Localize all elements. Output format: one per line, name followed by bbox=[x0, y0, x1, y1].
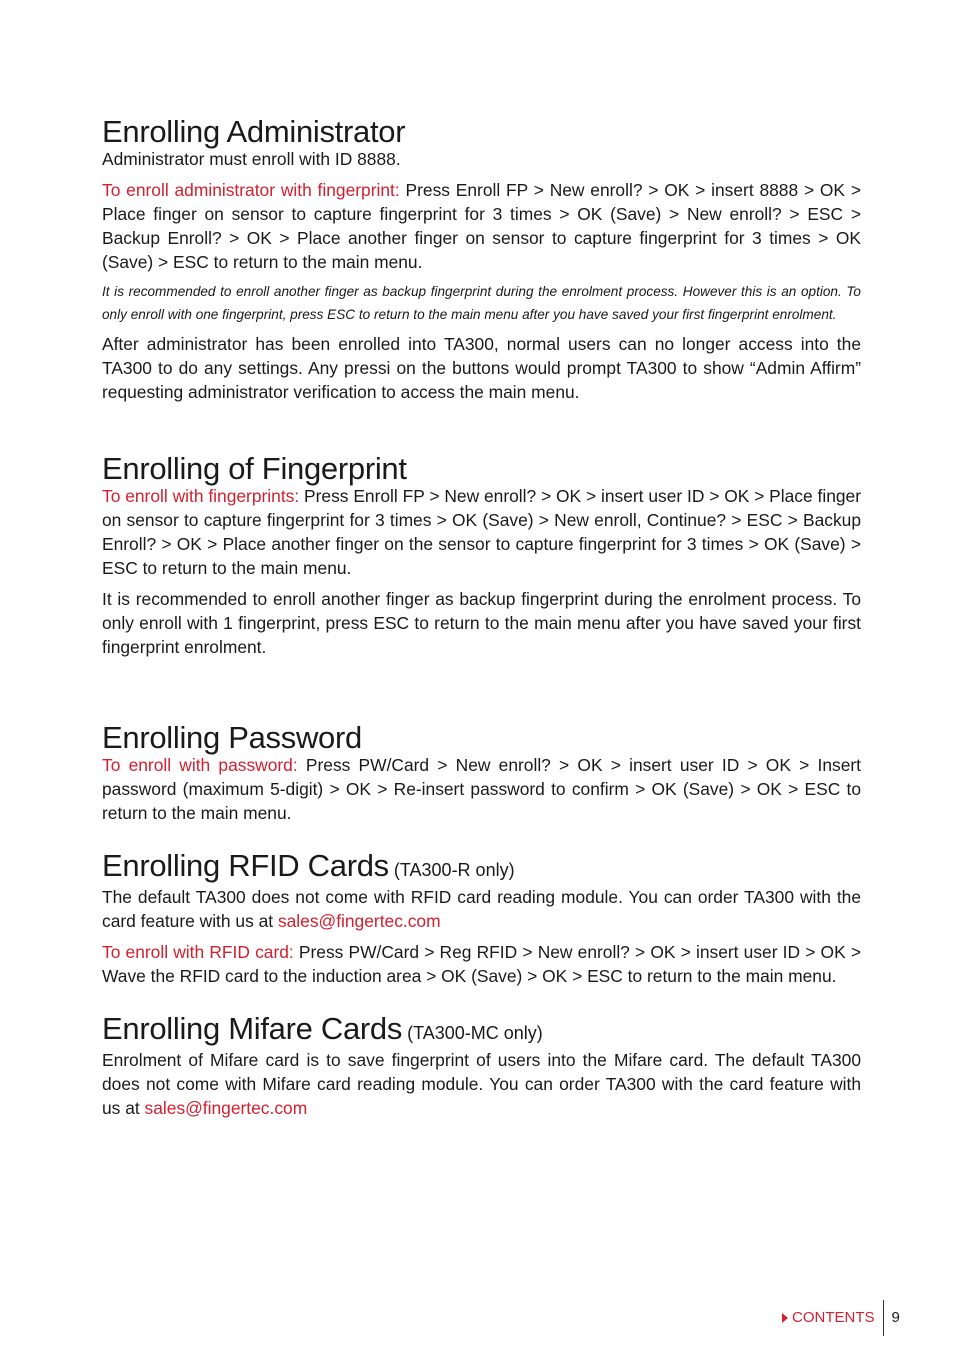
rfid-intro bbox=[102, 885, 861, 933]
admin-after: After administrator has been enrolled into TA300, normal users can no longer access into the TA300 to do any settings. Any pressi on the buttons would prompt TA300 to show “Admin Affirm” requesting administrator verification to access the main menu. bbox=[102, 334, 861, 402]
admin-steps bbox=[102, 178, 861, 274]
admin-note: It is recommended to enroll another finger as backup fingerprint during the enrolment process. However this is an option. To only enroll with one fingerprint, press ESC to return to the main menu after you have saved your first fingerprint enrolment. bbox=[102, 284, 861, 322]
mifare-intro-text: Enrolment of Mifare card is to save fingerprint of users into the Mifare card. The default TA300 does not come with Mifare card reading module. You can order TA300 with the card feature with us at bbox=[102, 1050, 861, 1118]
mifare-title-sub: (TA300-MC only) bbox=[402, 1023, 543, 1043]
fingerprint-steps bbox=[102, 484, 861, 580]
contents-link[interactable] bbox=[782, 1303, 875, 1333]
rfid-email-link[interactable]: sales@fingertec.com bbox=[277, 911, 441, 931]
password-step-text: Press PW/Card > New enroll? > OK > insert user ID > OK > Insert password (maximum 5-digit) > OK > Re-insert password to confirm > OK (Save) > OK > ESC to return to the main menu. bbox=[102, 755, 861, 823]
admin-intro: Administrator must enroll with ID 8888. bbox=[102, 149, 401, 169]
rfid-step-label: To enroll with RFID card: bbox=[102, 942, 294, 962]
page-number: 9 bbox=[891, 1309, 900, 1326]
admin-step-label: To enroll administrator with fingerprint: bbox=[102, 180, 400, 200]
rfid-step-text: Press PW/Card > Reg RFID > New enroll? > OK > insert user ID > OK > Wave the RFID card to the induction area > OK (Save) > OK > ESC to return to the main menu. bbox=[102, 942, 861, 986]
admin-step-text: Press Enroll FP > New enroll? > OK > insert 8888 > OK > Place finger on sensor to capture fingerprint for 3 times > OK (Save) > New enroll? > ESC > Backup Enroll? > OK > Place another finger on sensor to capture fingerprint for 3 times > OK (Save) > ESC to return to the main menu. bbox=[102, 180, 861, 272]
section-title-mifare bbox=[102, 1009, 861, 1053]
fingerprint-step-text: Press Enroll FP > New enroll? > OK > insert user ID > OK > Place finger on sensor to capture fingerprint for 3 times > OK (Save) > New enroll, Continue? > ESC > Backup Enroll? > OK > Place another finger on the sensor to capture fingerprint for 3 times > OK (Save) > ESC to return to the main menu. bbox=[102, 486, 861, 578]
rfid-intro-text: The default TA300 does not come with RFID card reading module. You can order TA300 with the card feature with us at bbox=[102, 887, 861, 931]
section-title-rfid bbox=[102, 846, 861, 890]
password-step-label: To enroll with password: bbox=[102, 755, 298, 775]
mifare-intro bbox=[102, 1048, 861, 1120]
fingerprint-note: It is recommended to enroll another finger as backup fingerprint during the enrolment process. To only enroll with 1 fingerprint, press ESC to return to the main menu after you have saved your first fingerprint enrolment. bbox=[102, 589, 861, 657]
section-title-password: Enrolling Password bbox=[102, 720, 362, 755]
mifare-title: Enrolling Mifare Cards bbox=[102, 1011, 403, 1046]
footer-divider bbox=[883, 1300, 884, 1336]
password-steps bbox=[102, 753, 861, 825]
section-title-admin: Enrolling Administrator bbox=[102, 114, 406, 149]
rfid-steps bbox=[102, 940, 861, 988]
section-title-fingerprint: Enrolling of Fingerprint bbox=[102, 451, 407, 486]
fingerprint-step-label: To enroll with fingerprints: bbox=[102, 486, 300, 506]
page-content bbox=[102, 112, 861, 1120]
page-footer bbox=[782, 1303, 900, 1337]
rfid-title: Enrolling RFID Cards bbox=[102, 848, 389, 883]
triangle-right-icon bbox=[782, 1313, 788, 1323]
mifare-email-link[interactable]: sales@fingertec.com bbox=[144, 1098, 308, 1118]
rfid-title-sub: (TA300-R only) bbox=[388, 860, 515, 880]
contents-label: CONTENTS bbox=[792, 1309, 875, 1326]
